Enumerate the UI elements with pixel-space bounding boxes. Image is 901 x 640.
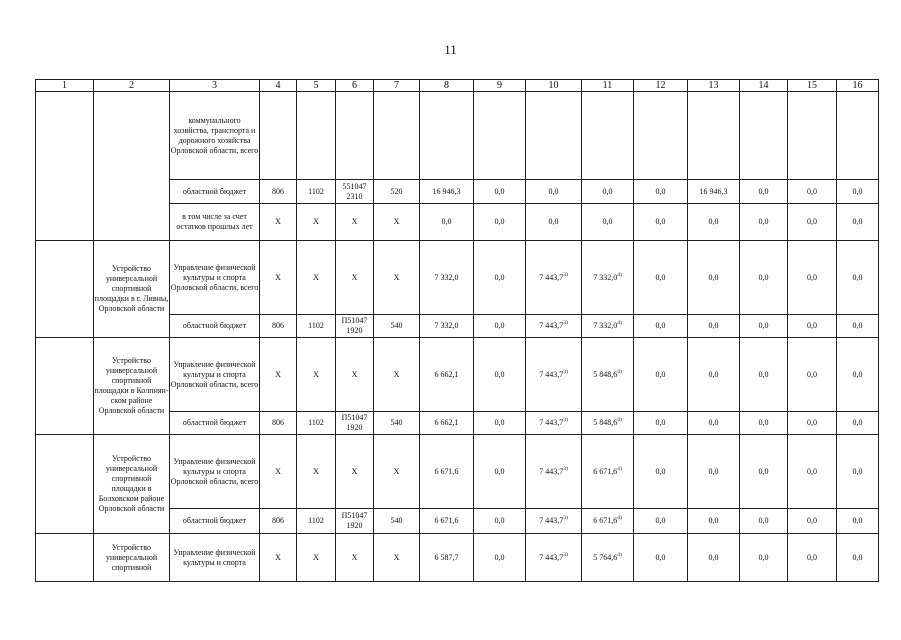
value-cell: 0,0 bbox=[837, 338, 879, 412]
value-cell: 0,0 bbox=[688, 412, 740, 435]
value-cell bbox=[526, 92, 582, 180]
amount-value: 7 443,7 bbox=[539, 321, 564, 330]
budget-code-cell: Х bbox=[336, 435, 374, 509]
amount-value: 7 332,0 bbox=[593, 272, 618, 282]
value-cell: 0,0 bbox=[634, 435, 688, 509]
budget-code-cell: Х bbox=[336, 534, 374, 582]
value-cell: 7 332,0 bbox=[420, 241, 474, 315]
value-cell: 0,0 bbox=[420, 204, 474, 241]
value-cell: 0,0 bbox=[634, 180, 688, 204]
value-cell: 0,0 bbox=[688, 534, 740, 582]
value-cell: 0,0 bbox=[837, 534, 879, 582]
value-cell: 0,0 bbox=[474, 241, 526, 315]
value-cell: Х bbox=[374, 204, 420, 241]
value-cell: 6 662,1 bbox=[420, 338, 474, 412]
value-cell: 1102 bbox=[297, 315, 336, 338]
value-cell: 0,0 bbox=[634, 509, 688, 534]
value-cell: 0,0 bbox=[474, 435, 526, 509]
amount-cell-footnoted bbox=[526, 315, 582, 338]
column-number-cell: 16 bbox=[837, 80, 879, 92]
value-cell: 540 bbox=[374, 315, 420, 338]
footnote-marker: 4) bbox=[617, 320, 622, 326]
row-number-cell bbox=[36, 534, 94, 582]
value-cell: 0,0 bbox=[474, 509, 526, 534]
table-row bbox=[36, 241, 879, 315]
value-cell: 0,0 bbox=[688, 435, 740, 509]
column-number-cell: 10 bbox=[526, 80, 582, 92]
value-cell: 16 946,3 bbox=[420, 180, 474, 204]
column-number-cell: 8 bbox=[420, 80, 474, 92]
value-cell: 0,0 bbox=[474, 534, 526, 582]
value-cell bbox=[374, 92, 420, 180]
value-cell: Х bbox=[260, 204, 297, 241]
footnote-marker: 3) bbox=[563, 515, 568, 521]
column-number-cell: 2 bbox=[94, 80, 170, 92]
value-cell: 0,0 bbox=[740, 412, 788, 435]
value-cell: 520 bbox=[374, 180, 420, 204]
amount-cell-footnoted bbox=[582, 315, 634, 338]
column-number-cell: 15 bbox=[788, 80, 837, 92]
amount-cell-footnoted bbox=[582, 509, 634, 534]
value-cell: 0,0 bbox=[582, 204, 634, 241]
value-cell: Х bbox=[297, 435, 336, 509]
event-name-cell bbox=[94, 92, 170, 241]
value-cell: 0,0 bbox=[788, 338, 837, 412]
value-cell: 0,0 bbox=[688, 315, 740, 338]
footnote-marker: 3) bbox=[563, 368, 568, 375]
amount-cell-footnoted bbox=[582, 412, 634, 435]
amount-cell-footnoted bbox=[582, 435, 634, 509]
amount-value: 7 443,7 bbox=[539, 418, 564, 427]
column-number-cell: 6 bbox=[336, 80, 374, 92]
value-cell: Х bbox=[374, 338, 420, 412]
footnote-marker: 3) bbox=[563, 417, 568, 423]
value-cell: Х bbox=[260, 534, 297, 582]
value-cell bbox=[474, 92, 526, 180]
value-cell: 0,0 bbox=[474, 315, 526, 338]
value-cell: 16 946,3 bbox=[688, 180, 740, 204]
value-cell: 6 671,6 bbox=[420, 509, 474, 534]
event-name-cell: Устройство универсальной спортивной площадки в Колпнян-ском районе Орловской области bbox=[94, 338, 170, 435]
table-row bbox=[36, 534, 879, 582]
event-name-cell: Устройство универсальной спортивной площадки в г. Ливны, Орловской области bbox=[94, 241, 170, 338]
column-number-cell: 9 bbox=[474, 80, 526, 92]
column-number-cell: 13 bbox=[688, 80, 740, 92]
value-cell: 0,0 bbox=[788, 315, 837, 338]
amount-value: 7 443,7 bbox=[539, 466, 564, 476]
responsible-executor-cell: коммунального хозяйства, транспорта и дорожного хозяйства Орловской области, всего bbox=[170, 92, 260, 180]
value-cell: 806 bbox=[260, 315, 297, 338]
value-cell: Х bbox=[297, 241, 336, 315]
value-cell: 806 bbox=[260, 509, 297, 534]
value-cell bbox=[740, 92, 788, 180]
responsible-executor-cell: областной бюджет bbox=[170, 315, 260, 338]
footnote-marker: 4) bbox=[617, 368, 622, 375]
value-cell: 0,0 bbox=[740, 180, 788, 204]
value-cell: 0,0 bbox=[582, 180, 634, 204]
value-cell bbox=[420, 92, 474, 180]
row-number-cell bbox=[36, 435, 94, 534]
value-cell: Х bbox=[260, 338, 297, 412]
value-cell: 0,0 bbox=[634, 241, 688, 315]
value-cell: 6 671,6 bbox=[420, 435, 474, 509]
value-cell: 6 662,1 bbox=[420, 412, 474, 435]
column-number-cell: 3 bbox=[170, 80, 260, 92]
value-cell: 0,0 bbox=[740, 338, 788, 412]
amount-cell-footnoted bbox=[526, 534, 582, 582]
amount-cell-footnoted bbox=[526, 338, 582, 412]
value-cell: 0,0 bbox=[740, 534, 788, 582]
table-row bbox=[36, 92, 879, 180]
amount-value: 5 848,6 bbox=[593, 369, 618, 379]
column-number-cell: 14 bbox=[740, 80, 788, 92]
value-cell bbox=[297, 92, 336, 180]
amount-cell-footnoted bbox=[526, 435, 582, 509]
amount-value: 7 332,0 bbox=[593, 321, 618, 330]
value-cell: 0,0 bbox=[837, 435, 879, 509]
budget-code-cell: Х bbox=[336, 338, 374, 412]
page-number: 11 bbox=[444, 42, 457, 57]
value-cell: Х bbox=[260, 435, 297, 509]
responsible-executor-cell: Управление физической культуры и спорта Орловской области, всего bbox=[170, 241, 260, 315]
value-cell: 0,0 bbox=[788, 204, 837, 241]
value-cell: 1102 bbox=[297, 180, 336, 204]
budget-code-cell: Х bbox=[336, 204, 374, 241]
footnote-marker: 3) bbox=[563, 271, 568, 278]
value-cell: 0,0 bbox=[837, 412, 879, 435]
row-number-cell bbox=[36, 92, 94, 241]
value-cell: 0,0 bbox=[634, 412, 688, 435]
value-cell: Х bbox=[297, 338, 336, 412]
table-row bbox=[36, 338, 879, 412]
value-cell: 0,0 bbox=[837, 180, 879, 204]
column-number-cell: 7 bbox=[374, 80, 420, 92]
value-cell: 0,0 bbox=[688, 509, 740, 534]
value-cell: 0,0 bbox=[788, 412, 837, 435]
footnote-marker: 4) bbox=[617, 515, 622, 521]
budget-code-cell: П51047 1920 bbox=[336, 315, 374, 338]
column-number-cell: 4 bbox=[260, 80, 297, 92]
footnote-marker: 4) bbox=[617, 271, 622, 278]
amount-cell-footnoted bbox=[582, 338, 634, 412]
value-cell bbox=[634, 92, 688, 180]
column-number-cell: 11 bbox=[582, 80, 634, 92]
event-name-cell: Устройство универсальной спортивной bbox=[94, 534, 170, 582]
value-cell: Х bbox=[374, 241, 420, 315]
value-cell: 0,0 bbox=[634, 338, 688, 412]
value-cell: 1102 bbox=[297, 412, 336, 435]
value-cell: 0,0 bbox=[788, 241, 837, 315]
column-number-cell: 12 bbox=[634, 80, 688, 92]
amount-cell-footnoted bbox=[526, 241, 582, 315]
budget-table bbox=[35, 79, 879, 582]
value-cell: 0,0 bbox=[526, 204, 582, 241]
responsible-executor-cell: Управление физической культуры и спорта bbox=[170, 534, 260, 582]
responsible-executor-cell: Управление физической культуры и спорта Орловской области, всего bbox=[170, 338, 260, 412]
value-cell: Х bbox=[374, 435, 420, 509]
budget-code-cell: 551047 2310 bbox=[336, 180, 374, 204]
value-cell: 0,0 bbox=[474, 338, 526, 412]
budget-code-cell bbox=[336, 92, 374, 180]
value-cell: 0,0 bbox=[837, 315, 879, 338]
value-cell: Х bbox=[374, 534, 420, 582]
value-cell: 0,0 bbox=[688, 338, 740, 412]
value-cell: 806 bbox=[260, 180, 297, 204]
value-cell bbox=[582, 92, 634, 180]
responsible-executor-cell: областной бюджет bbox=[170, 180, 260, 204]
value-cell: 0,0 bbox=[740, 435, 788, 509]
value-cell: 0,0 bbox=[788, 435, 837, 509]
value-cell: 0,0 bbox=[837, 204, 879, 241]
value-cell bbox=[788, 92, 837, 180]
footnote-marker: 4) bbox=[617, 551, 622, 558]
row-number-cell bbox=[36, 338, 94, 435]
responsible-executor-cell: областной бюджет bbox=[170, 412, 260, 435]
event-name-cell: Устройство универсальной спортивной площадки в Болховском районе Орловской области bbox=[94, 435, 170, 534]
value-cell bbox=[260, 92, 297, 180]
value-cell: 0,0 bbox=[788, 534, 837, 582]
column-number-cell: 1 bbox=[36, 80, 94, 92]
column-number-cell: 5 bbox=[297, 80, 336, 92]
amount-cell-footnoted bbox=[526, 509, 582, 534]
footnote-marker: 3) bbox=[563, 551, 568, 558]
amount-value: 7 443,7 bbox=[539, 552, 564, 562]
row-number-cell bbox=[36, 241, 94, 338]
value-cell: 0,0 bbox=[474, 180, 526, 204]
value-cell: 0,0 bbox=[837, 509, 879, 534]
amount-value: 7 443,7 bbox=[539, 272, 564, 282]
value-cell: 0,0 bbox=[634, 315, 688, 338]
value-cell: 1102 bbox=[297, 509, 336, 534]
value-cell bbox=[837, 92, 879, 180]
value-cell: 0,0 bbox=[740, 241, 788, 315]
value-cell: 806 bbox=[260, 412, 297, 435]
amount-value: 7 443,7 bbox=[539, 369, 564, 379]
amount-value: 5 764,6 bbox=[593, 552, 618, 562]
budget-code-cell: П51047 1920 bbox=[336, 509, 374, 534]
value-cell: 0,0 bbox=[740, 204, 788, 241]
value-cell: 0,0 bbox=[740, 315, 788, 338]
value-cell: 0,0 bbox=[788, 509, 837, 534]
column-number-row bbox=[36, 80, 879, 92]
value-cell: 0,0 bbox=[526, 180, 582, 204]
footnote-marker: 3) bbox=[563, 465, 568, 472]
amount-value: 5 848,6 bbox=[593, 418, 618, 427]
amount-value: 7 443,7 bbox=[539, 516, 564, 525]
value-cell: 540 bbox=[374, 509, 420, 534]
amount-value: 6 671,6 bbox=[593, 466, 618, 476]
budget-code-cell: Х bbox=[336, 241, 374, 315]
value-cell: Х bbox=[297, 534, 336, 582]
value-cell: 7 332,0 bbox=[420, 315, 474, 338]
value-cell: 6 587,7 bbox=[420, 534, 474, 582]
value-cell: 0,0 bbox=[474, 204, 526, 241]
footnote-marker: 4) bbox=[617, 465, 622, 472]
budget-code-cell: П51047 1920 bbox=[336, 412, 374, 435]
value-cell: 0,0 bbox=[474, 412, 526, 435]
value-cell: 0,0 bbox=[634, 204, 688, 241]
table-row bbox=[36, 435, 879, 509]
value-cell: 0,0 bbox=[788, 180, 837, 204]
value-cell bbox=[688, 92, 740, 180]
footnote-marker: 3) bbox=[563, 320, 568, 326]
value-cell: 0,0 bbox=[837, 241, 879, 315]
value-cell: 540 bbox=[374, 412, 420, 435]
responsible-executor-cell: областной бюджет bbox=[170, 509, 260, 534]
amount-cell-footnoted bbox=[582, 241, 634, 315]
value-cell: 0,0 bbox=[740, 509, 788, 534]
responsible-executor-cell: в том числе за счет остатков прошлых лет bbox=[170, 204, 260, 241]
footnote-marker: 4) bbox=[617, 417, 622, 423]
value-cell: Х bbox=[260, 241, 297, 315]
value-cell: 0,0 bbox=[634, 534, 688, 582]
amount-cell-footnoted bbox=[526, 412, 582, 435]
responsible-executor-cell: Управление физической культуры и спорта Орловской области, всего bbox=[170, 435, 260, 509]
amount-cell-footnoted bbox=[582, 534, 634, 582]
value-cell: 0,0 bbox=[688, 204, 740, 241]
value-cell: Х bbox=[297, 204, 336, 241]
value-cell: 0,0 bbox=[688, 241, 740, 315]
amount-value: 6 671,6 bbox=[593, 516, 618, 525]
